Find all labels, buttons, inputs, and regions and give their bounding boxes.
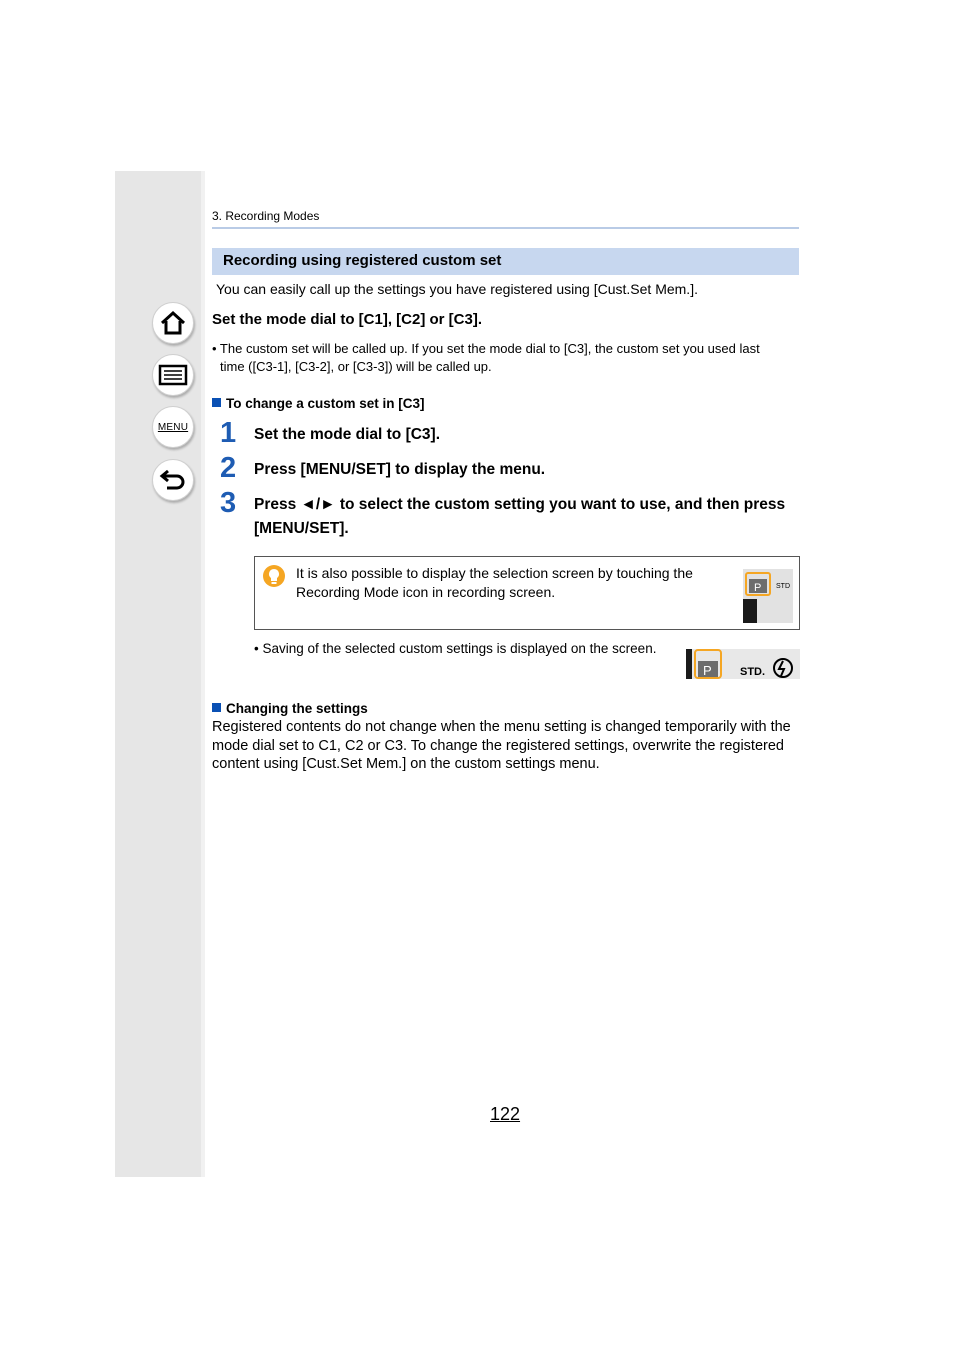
svg-text:P: P [754,582,762,594]
return-arrow-icon [159,467,187,493]
home-button[interactable] [152,302,194,344]
step-text: Press ◄/► to select the custom setting you want to use, and then press [MENU/SET]. [254,496,786,537]
lightbulb-icon [262,564,286,590]
list-icon [158,363,188,387]
square-bullet-icon [212,703,221,712]
changing-settings-heading [212,701,368,716]
menu-icon: MENU [157,421,189,433]
step-number: 3 [220,487,237,519]
saving-note: • Saving of the selected custom settings is displayed on the screen. [254,641,657,656]
step-number: 1 [220,417,237,449]
section-breadcrumb: 3. Recording Modes [212,209,320,223]
recording-mode-icon [743,569,793,623]
step-text: Press [MENU/SET] to display the menu. [254,461,546,478]
home-icon [159,309,187,337]
menu-button[interactable] [152,406,194,448]
change-custom-heading [212,396,425,411]
svg-text:STD.: STD. [740,666,766,678]
sidebar-edge [201,171,205,1177]
contents-button[interactable] [152,354,194,396]
step-number: 2 [220,452,237,484]
tip-box [254,556,800,630]
custom-setting-status-strip [686,649,800,679]
status-icons [686,649,800,679]
svg-text:STD: STD [776,583,790,590]
mode-dial-note [212,340,802,376]
mode-dial-note-line1: • The custom set will be called up. If you set the mode dial to [C3], the custom set you used last [212,341,760,356]
recording-screen-thumbnail [743,569,793,623]
square-bullet-icon [212,398,221,407]
change-custom-heading-text: To change a custom set in [C3] [226,396,425,411]
header-rule [212,227,799,229]
tip-text: It is also possible to display the selection screen by touching the Recording Mode icon in recording screen. [296,565,693,600]
intro-text: You can easily call up the settings you have registered using [Cust.Set Mem.]. [216,281,698,297]
banner-title: Recording using registered custom set [223,252,502,269]
page-number: 122 [490,1104,521,1124]
mode-dial-note-line2: time ([C3-1], [C3-2], or [C3-3]) will be called up. [220,359,492,374]
changing-settings-body: Registered contents do not change when the menu setting is changed temporarily with the mode dial set to C1, C2 or C3. To change the registered settings, overwrite the registered content using [Cust.Set Mem.] on the custom settings menu. [212,719,791,772]
mode-dial-heading: Set the mode dial to [C1], [C2] or [C3]. [212,311,483,328]
step-text: Set the mode dial to [C3]. [254,426,441,443]
back-button[interactable] [152,459,194,501]
changing-settings-heading-text: Changing the settings [226,701,368,716]
section-banner [212,248,799,275]
svg-text:P: P [703,663,712,678]
